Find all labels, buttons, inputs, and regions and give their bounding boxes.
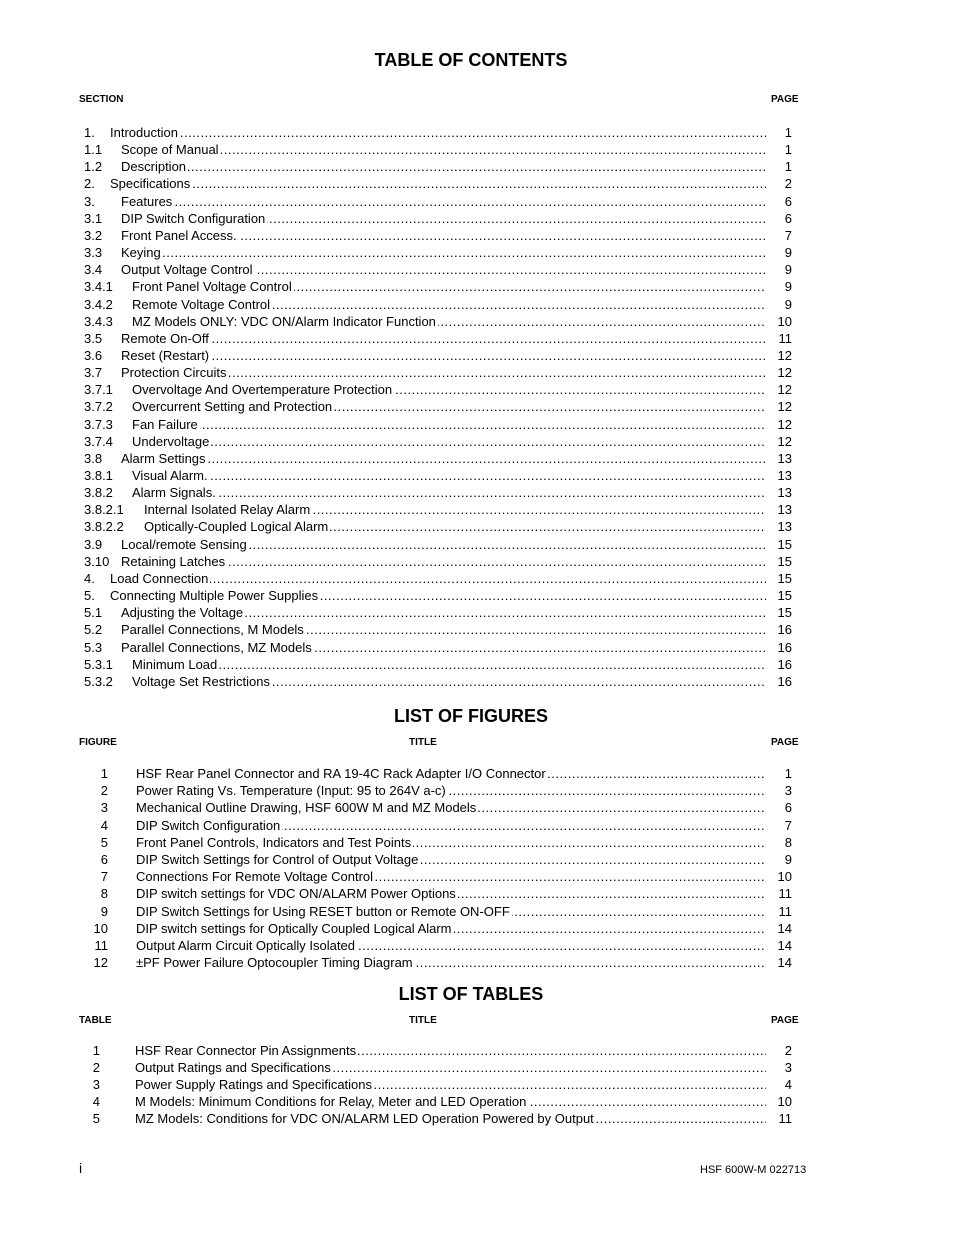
toc-entry	[84, 656, 794, 673]
toc-entry-title: Minimum Load	[132, 656, 218, 672]
toc-entry-number: 5.3	[84, 639, 103, 655]
toc-entry-number: 3.4.3	[84, 313, 113, 329]
toc-entry-title: Fan Failure	[132, 416, 198, 432]
toc-entry-page: 1	[784, 125, 792, 140]
toc-entry	[84, 673, 794, 690]
figure-entry-page: 11	[778, 903, 792, 919]
tables-num-header: TABLE	[79, 1015, 112, 1026]
table-entry-page: 10	[777, 1094, 792, 1110]
toc-entry-title: Front Panel Voltage Control	[132, 279, 292, 295]
toc-entry-page: 13	[777, 485, 792, 501]
toc-entry-page: 13	[777, 450, 792, 466]
toc-entry-title: Features	[121, 193, 173, 209]
footer-page-number: i	[79, 1160, 83, 1176]
toc-entry	[84, 244, 794, 261]
figure-entry	[84, 799, 794, 816]
figure-entry-number: 6	[100, 852, 108, 867]
table-entry-page: 3	[784, 1060, 792, 1076]
table-entry-title: Output Ratings and Specifications	[135, 1060, 331, 1076]
toc-entry-page: 1	[784, 142, 792, 158]
toc-entry-title: Remote On-Off	[121, 330, 209, 346]
tables-title: LIST OF TABLES	[398, 984, 544, 1004]
toc-entry-page: 16	[777, 622, 792, 638]
figure-entry-page: 6	[784, 800, 792, 816]
toc-entry-title: Overvoltage And Overtemperature Protection	[132, 382, 393, 398]
toc-entry-number: 5.2	[84, 622, 103, 638]
toc-entry-title: Introduction	[110, 125, 178, 140]
toc-section-header: SECTION	[79, 94, 124, 105]
toc-entry	[84, 193, 794, 210]
toc-entry-page: 1	[784, 159, 792, 175]
toc-entry-title: Remote Voltage Control	[132, 296, 271, 312]
table-entry	[84, 1042, 794, 1059]
toc-entry-title: Undervoltage	[132, 433, 210, 449]
toc-entry-number: 3.9	[84, 536, 103, 552]
figure-entry-title: ±PF Power Failure Optocoupler Timing Diagram	[136, 955, 413, 971]
table-entry-page: 2	[784, 1043, 792, 1058]
toc-entry	[84, 604, 794, 621]
toc-entry-number: 3.8	[84, 450, 103, 466]
toc-entry-title: Overcurrent Setting and Protection	[132, 399, 333, 415]
toc-entry-number: 3.4	[84, 262, 103, 278]
toc-entry-number: 5.	[84, 588, 95, 604]
toc-entry-number: 3.5	[84, 330, 103, 346]
figure-entry-page: 8	[784, 834, 792, 850]
toc-entry	[84, 158, 794, 175]
toc-entry-title: Protection Circuits	[121, 365, 227, 381]
figure-entry-page: 14	[777, 938, 792, 953]
toc-entry	[84, 416, 794, 433]
figure-entry-number: 5	[100, 834, 108, 850]
toc-entry-number: 5.3.2	[84, 673, 113, 689]
toc-entry-number: 5.1	[84, 605, 103, 621]
toc-entry	[84, 330, 794, 347]
toc-entry-title: Front Panel Access.	[121, 227, 237, 243]
tables-page-header: PAGE	[771, 1015, 799, 1026]
toc-entry-title: Visual Alarm.	[132, 468, 208, 483]
toc-entry-page: 13	[777, 468, 792, 483]
toc-entry-number: 3.3	[84, 245, 103, 261]
table-entry-title: Power Supply Ratings and Specifications	[135, 1077, 373, 1093]
toc-entry	[84, 501, 794, 518]
figure-entry	[84, 920, 794, 937]
toc-entry	[84, 175, 794, 192]
toc-entry-title: Optically-Coupled Logical Alarm	[144, 519, 329, 535]
figure-entry-number: 12	[93, 955, 108, 971]
toc-entry	[84, 536, 794, 553]
toc-entry-title: Scope of Manual	[121, 142, 219, 158]
table-entry	[84, 1110, 794, 1127]
toc-title: TABLE OF CONTENTS	[374, 50, 568, 70]
toc-entry-page: 15	[777, 605, 792, 621]
table-entry-title: M Models: Minimum Conditions for Relay, Meter and LED Operation	[135, 1094, 527, 1110]
table-entry-number: 4	[92, 1094, 100, 1110]
toc-entry-page: 16	[777, 656, 792, 672]
toc-entry	[84, 639, 794, 656]
table-entry	[84, 1093, 794, 1110]
toc-entry-number: 3.7.4	[84, 433, 113, 449]
figure-entry-title: Mechanical Outline Drawing, HSF 600W M and MZ Models	[136, 800, 477, 816]
toc-entry-number: 3.7.1	[84, 382, 113, 398]
toc-entry-page: 9	[784, 245, 792, 261]
toc-entry-number: 3.4.2	[84, 296, 113, 312]
figure-entry-page: 14	[777, 955, 792, 971]
toc-entry-page: 16	[777, 673, 792, 689]
figure-entry-number: 9	[100, 903, 108, 919]
figures-title: LIST OF FIGURES	[393, 706, 548, 726]
toc-entry	[84, 261, 794, 278]
toc-entry-number: 1.	[84, 125, 95, 140]
figure-entry-page: 14	[777, 920, 792, 936]
toc-entry-number: 3.1	[84, 210, 103, 226]
toc-entry-title: Alarm Signals.	[132, 485, 216, 501]
toc-page-header: PAGE	[771, 94, 799, 105]
toc-entry-number: 4.	[84, 570, 95, 586]
toc-entry-number: 1.1	[84, 142, 103, 158]
toc-entry	[84, 587, 794, 604]
toc-entry	[84, 450, 794, 467]
figure-entry-page: 11	[778, 886, 792, 902]
toc-entry-number: 3.8.2.1	[84, 502, 124, 518]
table-entry-number: 5	[92, 1111, 100, 1127]
toc-entry-page: 2	[784, 176, 792, 192]
toc-entry-number: 3.10	[84, 553, 110, 569]
toc-entry-title: DIP Switch Configuration	[121, 210, 266, 226]
toc-entry	[84, 124, 794, 141]
toc-entry-page: 6	[784, 210, 792, 226]
toc-entry	[84, 141, 794, 158]
toc-entry	[84, 518, 794, 535]
table-entry	[84, 1059, 794, 1076]
figure-entry-title: HSF Rear Panel Connector and RA 19-4C Rack Adapter I/O Connector	[136, 766, 546, 781]
toc-entry-title: Parallel Connections, MZ Models	[121, 639, 312, 655]
toc-entry-title: Specifications	[110, 176, 191, 192]
figure-entry	[84, 817, 794, 834]
figure-entry	[84, 765, 794, 782]
toc-entry-page: 15	[777, 588, 792, 604]
table-entry-page: 4	[784, 1077, 792, 1093]
toc-entry	[84, 570, 794, 587]
toc-entry-page: 12	[777, 399, 792, 415]
figure-entry	[84, 834, 794, 851]
toc-entry-page: 15	[777, 536, 792, 552]
toc-entry-number: 3.2	[84, 227, 103, 243]
toc-entry-title: Connecting Multiple Power Supplies	[110, 588, 319, 604]
figure-entry-title: DIP Switch Settings for Control of Output Voltage	[136, 852, 419, 867]
figure-entry-page: 10	[777, 869, 792, 885]
toc-entry-page: 9	[784, 279, 792, 295]
figures-title-header: TITLE	[409, 737, 437, 748]
toc-entry-page: 13	[777, 519, 792, 535]
figure-entry-title: Front Panel Controls, Indicators and Test Points	[136, 834, 412, 850]
toc-entry-number: 3.6	[84, 347, 103, 363]
toc-entry	[84, 210, 794, 227]
toc-entry-page: 12	[777, 382, 792, 398]
table-entry-number: 3	[92, 1077, 100, 1093]
table-entry-title: MZ Models: Conditions for VDC ON/ALARM LED Operation Powered by Output	[135, 1111, 594, 1127]
figure-entry	[84, 851, 794, 868]
toc-entry-page: 7	[784, 227, 792, 243]
toc-entry-number: 1.2	[84, 159, 103, 175]
toc-entry-number: 3.4.1	[84, 279, 113, 295]
table-entry	[84, 1076, 794, 1093]
figures-num-header: FIGURE	[79, 737, 117, 748]
toc-entry-title: Load Connection	[110, 570, 209, 586]
toc-entry-page: 12	[777, 365, 792, 381]
figure-entry-number: 11	[94, 938, 108, 953]
figure-entry-title: DIP Switch Configuration	[136, 817, 281, 833]
figure-entry	[84, 954, 794, 971]
figure-entry	[84, 868, 794, 885]
table-entry-title: HSF Rear Connector Pin Assignments	[135, 1043, 357, 1058]
table-entry-number: 2	[92, 1060, 100, 1076]
toc-entry-page: 6	[784, 193, 792, 209]
toc-entry-number: 5.3.1	[84, 656, 113, 672]
toc-entry-page: 12	[777, 416, 792, 432]
toc-entry	[84, 621, 794, 638]
figure-entry-number: 2	[100, 783, 108, 799]
figure-entry-title: DIP switch settings for VDC ON/ALARM Power Options	[136, 886, 456, 902]
toc-entry-number: 3.	[84, 193, 95, 209]
toc-entry-number: 3.8.2	[84, 485, 113, 501]
figure-entry	[84, 782, 794, 799]
figure-entry-number: 10	[93, 920, 108, 936]
toc-entry-title: Internal Isolated Relay Alarm	[144, 502, 311, 518]
toc-entry-page: 10	[777, 313, 792, 329]
toc-entry-title: Local/remote Sensing	[121, 536, 247, 552]
toc-entry-title: Keying	[121, 245, 161, 261]
figure-entry	[84, 937, 794, 954]
toc-entry-page: 13	[777, 502, 792, 518]
toc-entry-title: Parallel Connections, M Models	[121, 622, 304, 638]
toc-entry-number: 3.8.1	[84, 468, 113, 483]
toc-entry-number: 3.7.2	[84, 399, 113, 415]
toc-entry	[84, 364, 794, 381]
figure-entry-number: 3	[100, 800, 108, 816]
toc-entry-number: 3.7.3	[84, 416, 113, 432]
figure-entry	[84, 885, 794, 902]
figure-entry-number: 1	[100, 766, 108, 781]
toc-entry-number: 2.	[84, 176, 95, 192]
toc-entry	[84, 484, 794, 501]
toc-entry-page: 15	[777, 553, 792, 569]
figure-entry-title: Output Alarm Circuit Optically Isolated	[136, 938, 355, 953]
toc-entry-title: Adjusting the Voltage	[121, 605, 244, 621]
toc-entry-page: 12	[777, 347, 792, 363]
figure-entry-page: 7	[784, 817, 792, 833]
toc-entry-title: Retaining Latches	[121, 553, 226, 569]
toc-entry-title: Voltage Set Restrictions	[132, 673, 271, 689]
toc-entry-page: 11	[778, 330, 792, 346]
toc-entry-number: 3.7	[84, 365, 103, 381]
figure-entry-title: DIP Switch Settings for Using RESET button or Remote ON-OFF	[136, 903, 510, 919]
figure-entry-page: 1	[784, 766, 792, 781]
toc-entry-title: Description	[121, 159, 187, 175]
toc-entry-title: Reset (Restart)	[121, 347, 210, 363]
toc-entry	[84, 398, 794, 415]
toc-entry	[84, 227, 794, 244]
toc-entry-title: Alarm Settings	[121, 450, 206, 466]
toc-entry-number: 3.8.2.2	[84, 519, 124, 535]
figure-entry-title: Connections For Remote Voltage Control	[136, 869, 374, 885]
toc-entry-page: 15	[777, 570, 792, 586]
table-entry-number: 1	[92, 1043, 100, 1058]
figure-entry-number: 7	[100, 869, 108, 885]
toc-entry	[84, 296, 794, 313]
table-entry-page: 11	[778, 1111, 792, 1127]
toc-entry	[84, 381, 794, 398]
figure-entry-title: DIP switch settings for Optically Coupled Logical Alarm	[136, 920, 452, 936]
toc-entry	[84, 553, 794, 570]
toc-entry-page: 16	[777, 639, 792, 655]
toc-entry-title: Output Voltage Control	[121, 262, 253, 278]
figure-entry	[84, 903, 794, 920]
toc-entry	[84, 313, 794, 330]
toc-entry-title: MZ Models ONLY: VDC ON/Alarm Indicator Function	[132, 313, 436, 329]
toc-entry-page: 9	[784, 262, 792, 278]
toc-entry	[84, 467, 794, 484]
figure-entry-title: Power Rating Vs. Temperature (Input: 95 to 264V a-c)	[136, 783, 446, 799]
tables-title-header: TITLE	[409, 1015, 437, 1026]
toc-entry-page: 9	[784, 296, 792, 312]
toc-entry	[84, 278, 794, 295]
figures-page-header: PAGE	[771, 737, 799, 748]
toc-entry-page: 12	[777, 433, 792, 449]
toc-entry	[84, 433, 794, 450]
figure-entry-number: 4	[100, 817, 108, 833]
figure-entry-number: 8	[100, 886, 108, 902]
figure-entry-page: 3	[784, 783, 792, 799]
figure-entry-page: 9	[784, 852, 792, 867]
footer-document-id: HSF 600W-M 022713	[700, 1164, 807, 1176]
toc-entry	[84, 347, 794, 364]
